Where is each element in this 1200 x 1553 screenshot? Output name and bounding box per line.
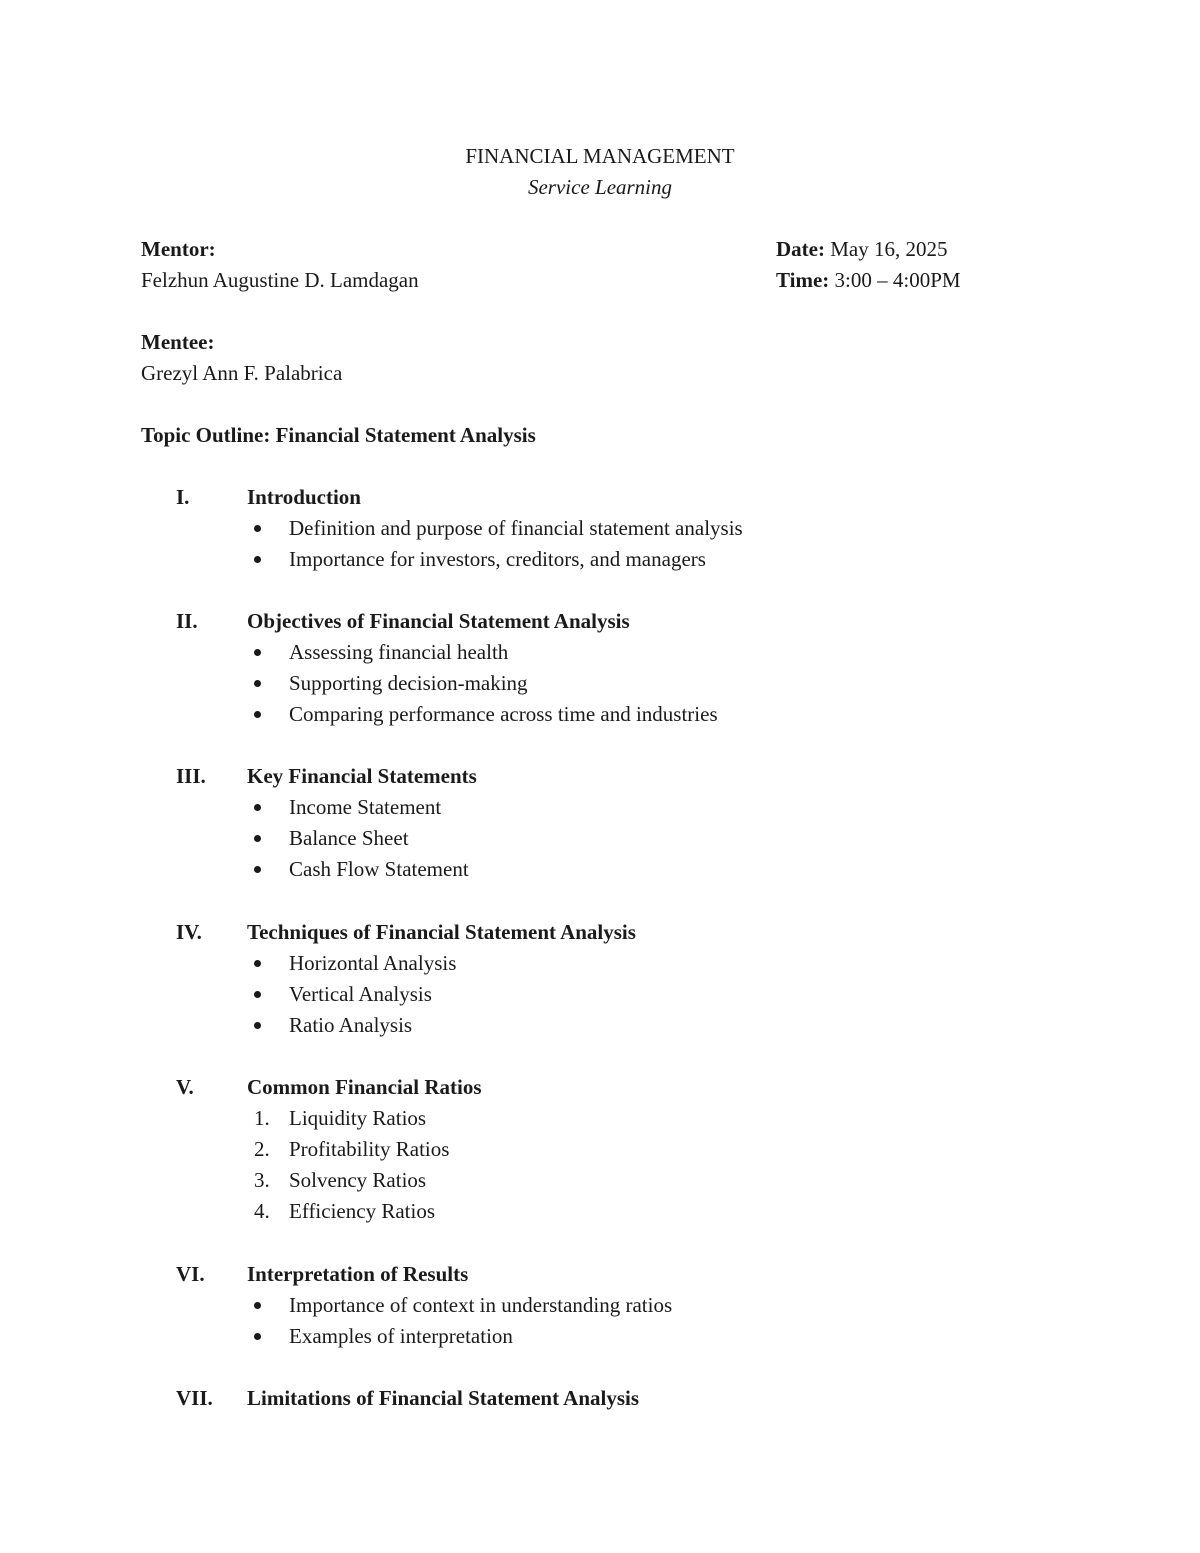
bullet-icon xyxy=(254,824,261,852)
list-item: Solvency Ratios xyxy=(289,1168,427,1192)
section-heading: Introduction xyxy=(247,485,361,509)
bullet-icon xyxy=(254,669,261,697)
section-numeral: II. xyxy=(176,609,198,633)
list-item: Comparing performance across time and industries xyxy=(289,702,718,726)
bullet-icon xyxy=(254,855,261,883)
section-numeral: I. xyxy=(176,485,190,509)
list-item: Assessing financial health xyxy=(289,640,509,664)
list-item: Examples of interpretation xyxy=(289,1324,513,1348)
mentor-name: Felzhun Augustine D. Lamdagan xyxy=(141,268,419,292)
list-item: Supporting decision-making xyxy=(289,671,528,695)
list-item: Importance for investors, creditors, and managers xyxy=(289,547,706,571)
bullet-icon xyxy=(254,1011,261,1039)
time-line xyxy=(776,266,961,294)
list-item: Definition and purpose of financial statement analysis xyxy=(289,516,743,540)
list-item: Profitability Ratios xyxy=(289,1137,450,1161)
mentee-label: Mentee: xyxy=(141,330,215,354)
list-number: 3. xyxy=(254,1168,270,1192)
list-item: Cash Flow Statement xyxy=(289,857,469,881)
section-heading: Objectives of Financial Statement Analysis xyxy=(247,609,630,633)
mentee-name: Grezyl Ann F. Palabrica xyxy=(141,361,343,385)
bullet-icon xyxy=(254,1291,261,1319)
date-label: Date: xyxy=(776,237,825,261)
time-label: Time: xyxy=(776,268,830,292)
section-heading: Interpretation of Results xyxy=(247,1262,469,1286)
section-numeral: VI. xyxy=(176,1262,205,1286)
bullet-icon xyxy=(254,793,261,821)
section-heading: Key Financial Statements xyxy=(247,764,477,788)
bullet-icon xyxy=(254,700,261,728)
bullet-icon xyxy=(254,638,261,666)
list-item: Horizontal Analysis xyxy=(289,951,457,975)
bullet-icon xyxy=(254,1322,261,1350)
list-item: Liquidity Ratios xyxy=(289,1106,427,1130)
section-numeral: III. xyxy=(176,764,206,788)
section-heading: Techniques of Financial Statement Analysis xyxy=(247,920,636,944)
bullet-icon xyxy=(254,949,261,977)
document-subtitle: Service Learning xyxy=(527,175,673,199)
list-item: Vertical Analysis xyxy=(289,982,432,1006)
list-number: 2. xyxy=(254,1137,270,1161)
list-item: Balance Sheet xyxy=(289,826,409,850)
list-item: Importance of context in understanding ratios xyxy=(289,1293,673,1317)
section-numeral: V. xyxy=(176,1075,194,1099)
date-value: May 16, 2025 xyxy=(830,237,948,261)
list-item: Ratio Analysis xyxy=(289,1013,413,1037)
list-number: 1. xyxy=(254,1106,270,1130)
list-number: 4. xyxy=(254,1199,270,1223)
bullet-icon xyxy=(254,514,261,542)
list-item: Income Statement xyxy=(289,795,442,819)
date-line xyxy=(776,235,947,263)
mentor-label: Mentor: xyxy=(141,237,216,261)
section-numeral: IV. xyxy=(176,920,202,944)
document-title: FINANCIAL MANAGEMENT xyxy=(465,144,735,168)
section-numeral: VII. xyxy=(176,1386,213,1410)
topic-outline-heading: Topic Outline: Financial Statement Analysis xyxy=(141,423,536,447)
section-heading: Common Financial Ratios xyxy=(247,1075,482,1099)
bullet-icon xyxy=(254,980,261,1008)
time-value: 3:00 – 4:00PM xyxy=(834,268,961,292)
list-item: Efficiency Ratios xyxy=(289,1199,435,1223)
section-heading: Limitations of Financial Statement Analysis xyxy=(247,1386,640,1410)
bullet-icon xyxy=(254,545,261,573)
